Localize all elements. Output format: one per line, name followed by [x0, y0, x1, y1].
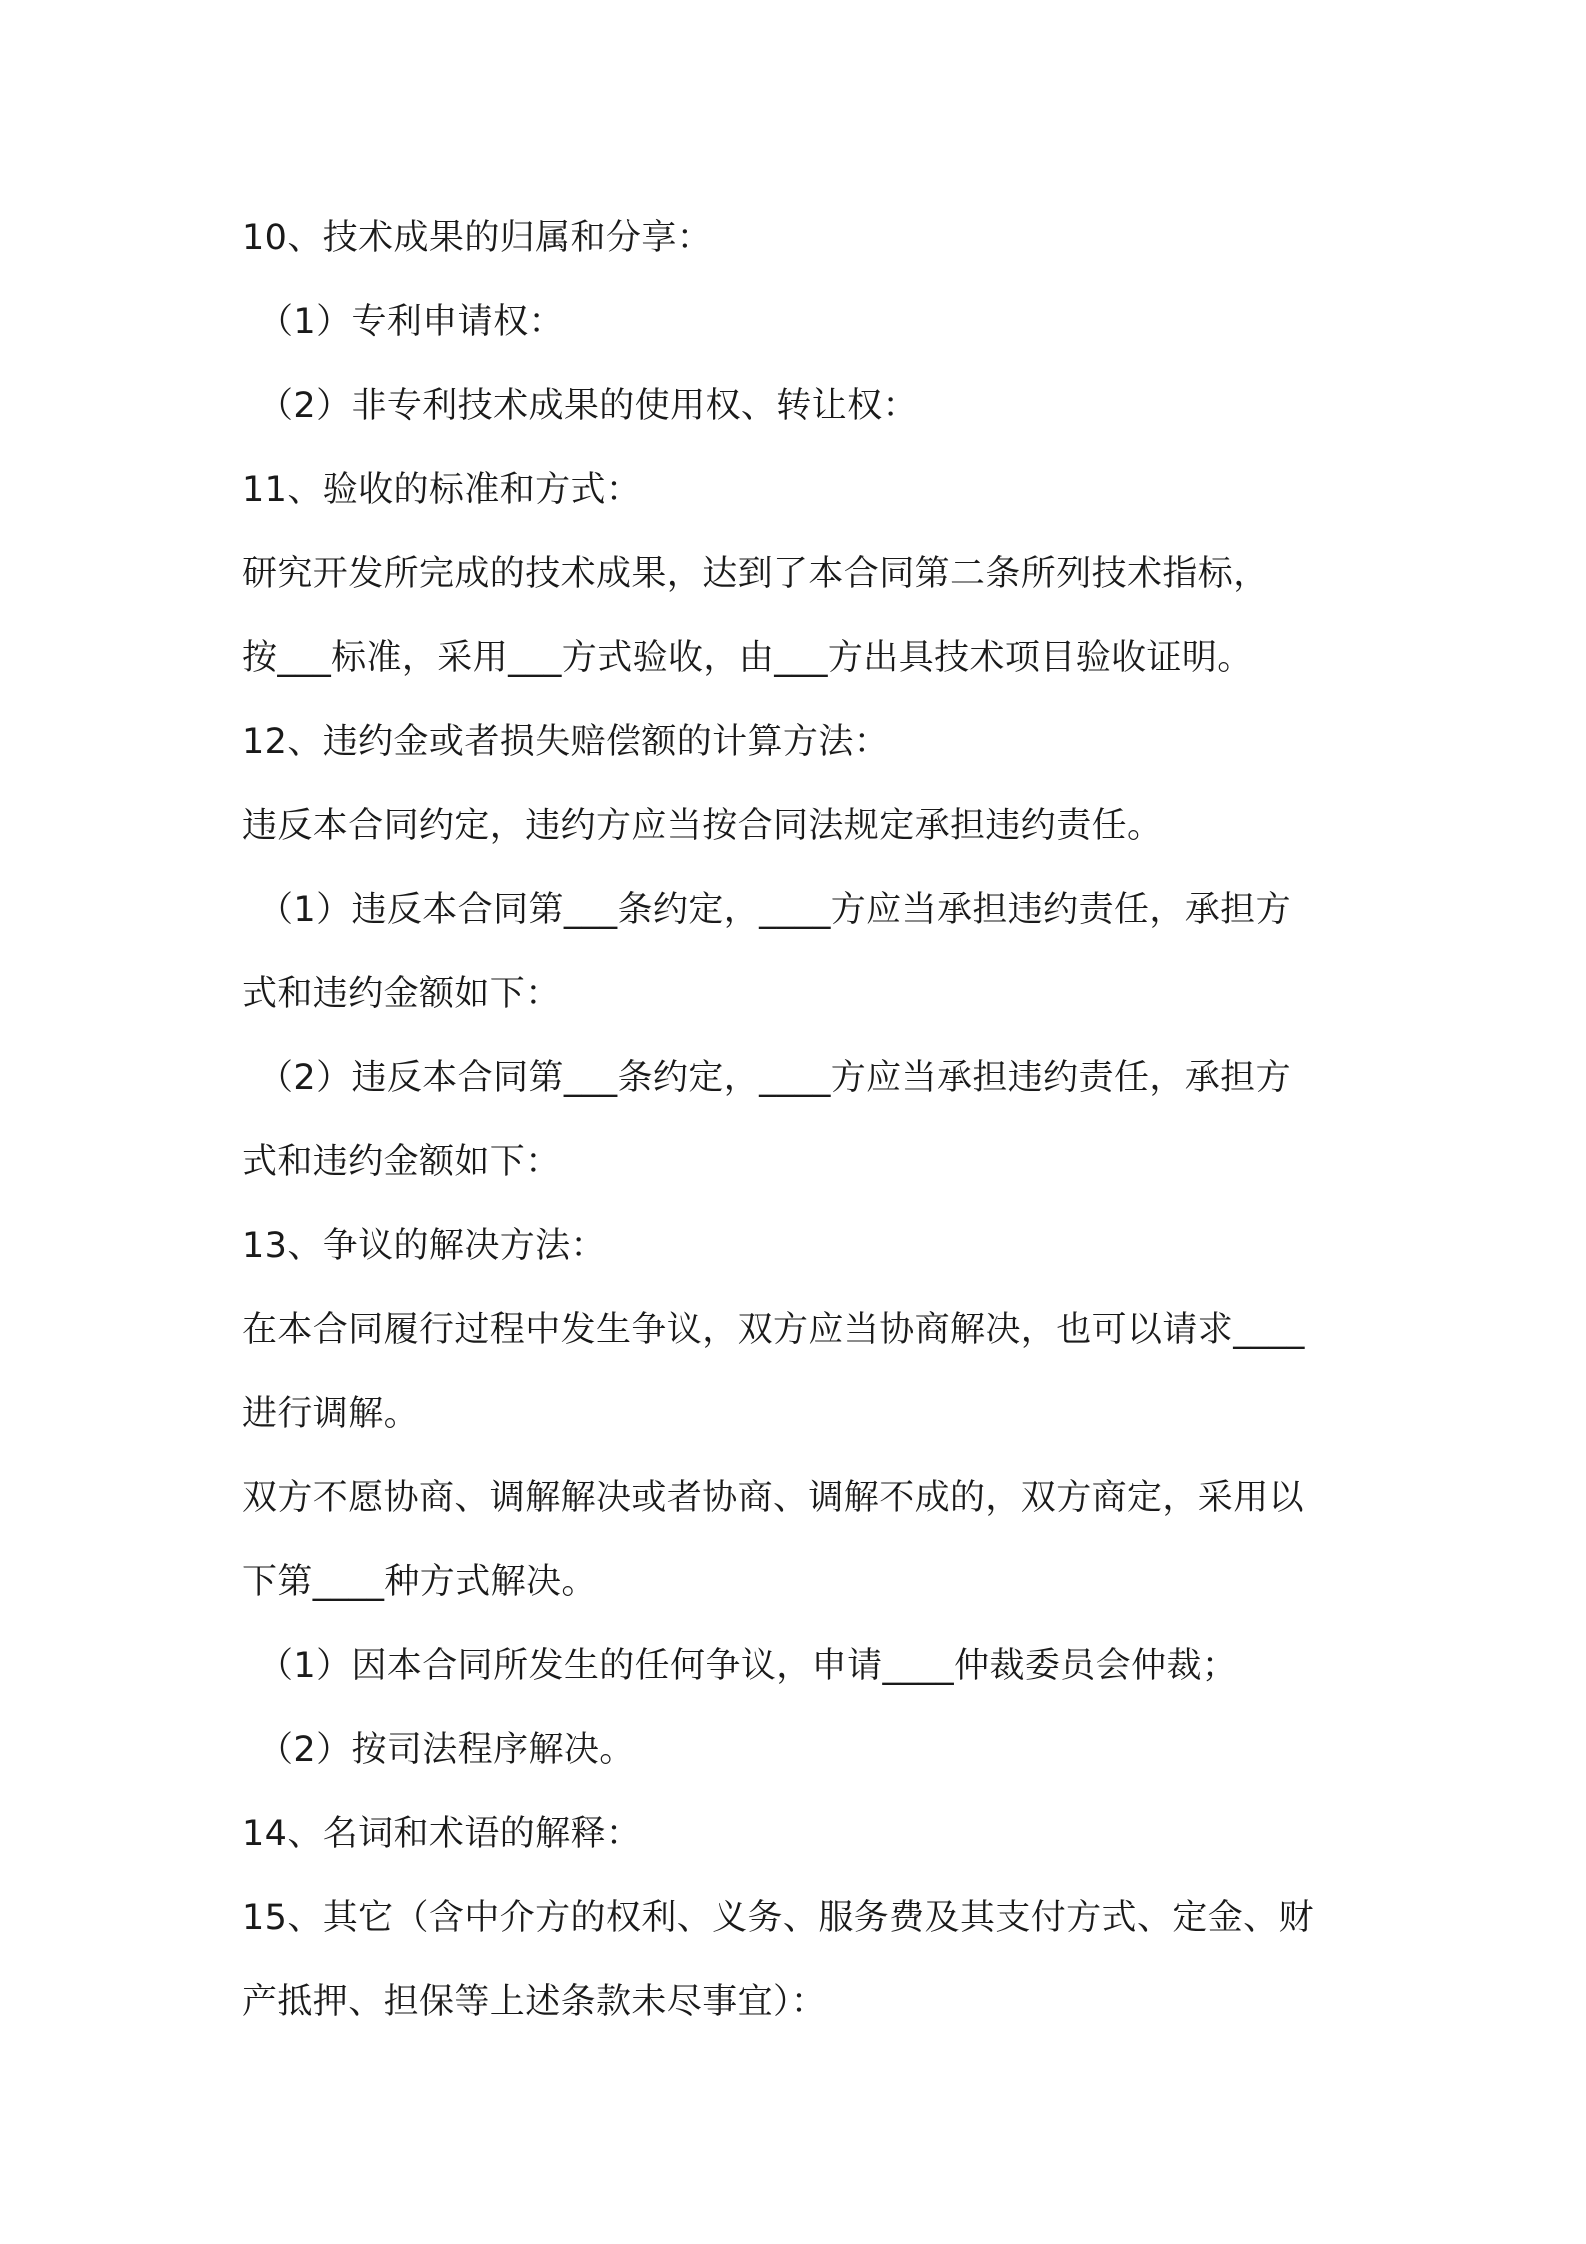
section-13-item-2: （2）按司法程序解决。: [258, 1730, 635, 1770]
section-15-heading: 15、其它（含中介方的权利、义务、服务费及其支付方式、定金、财: [242, 1898, 1314, 1938]
section-10-item-1: （1）专利申请权：: [258, 302, 564, 342]
section-11-text-2: 按___标准，采用___方式验收，由___方出具技术项目验收证明。: [242, 638, 1253, 678]
section-15-heading-cont: 产抵押、担保等上述条款未尽事宜）：: [242, 1982, 827, 2022]
section-14-heading: 14、名词和术语的解释：: [242, 1814, 642, 1854]
section-12-item-1-cont: 式和违约金额如下：: [242, 974, 561, 1014]
section-12-text: 违反本合同约定，违约方应当按合同法规定承担违约责任。: [242, 806, 1163, 846]
section-10-heading: 10、技术成果的归属和分享：: [242, 218, 713, 258]
section-12-heading: 12、违约金或者损失赔偿额的计算方法：: [242, 722, 890, 762]
section-12-item-2-cont: 式和违约金额如下：: [242, 1142, 561, 1182]
section-12-item-1: （1）违反本合同第___条约定，____方应当承担违约责任，承担方: [258, 890, 1291, 930]
section-11-text-1: 研究开发所完成的技术成果，达到了本合同第二条所列技术指标，: [242, 554, 1269, 594]
section-13-item-1: （1）因本合同所发生的任何争议，申请____仲裁委员会仲裁；: [258, 1646, 1238, 1686]
section-10-item-2: （2）非专利技术成果的使用权、转让权：: [258, 386, 918, 426]
section-12-item-2: （2）违反本合同第___条约定，____方应当承担违约责任，承担方: [258, 1058, 1291, 1098]
section-13-text-2: 双方不愿协商、调解解决或者协商、调解不成的，双方商定，采用以: [242, 1478, 1305, 1518]
section-13-text-1-cont: 进行调解。: [242, 1394, 420, 1434]
section-13-text-2-cont: 下第____种方式解决。: [242, 1562, 597, 1602]
document-page: [242, 196, 1362, 2044]
section-11-heading: 11、验收的标准和方式：: [242, 470, 642, 510]
section-13-text-1: 在本合同履行过程中发生争议，双方应当协商解决，也可以请求____: [242, 1310, 1305, 1350]
section-13-heading: 13、争议的解决方法：: [242, 1226, 606, 1266]
